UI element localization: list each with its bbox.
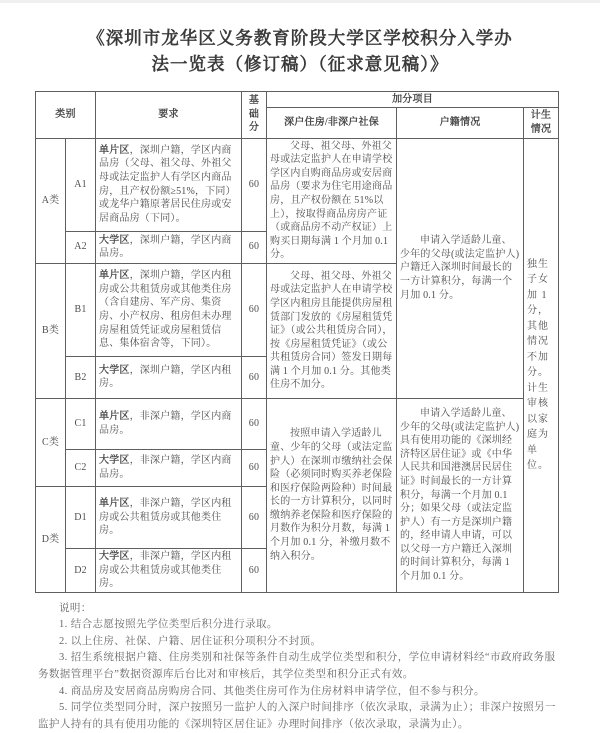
hukou-note-ab: 申请入学适龄儿童、少年的父母(或法定监护人)户籍迁入深圳时间最长的一方计算积分，每满一个月加 0.1 分。 [397,138,524,398]
note-item-1: 1. 结合志愿按照先学位类型后积分进行录取。 [59,619,278,631]
note-item-3: 3. 招生系统根据户籍、住房类别和社保等条件自动生成学位类型和积分，学位申请材料经“市政府政务服务数据管理平台”数据资源库后台比对和审核后，其学位类型和积分正式有效。 [38,652,556,680]
requirement-d2-rest: ，非深户籍，学区内租房或公共租赁房或其他类住房。 [99,550,232,590]
family-planning-note: 独生子女加 1 分，其他情况不加分。计生审核以家庭为单位。 [524,138,559,592]
header-base-score-text: 基础分 [248,95,260,134]
note-item-4: 4. 商品房及安居商品房购房合同、其他类住房可作为住房材料申请学位，但不参与积分。 [59,685,485,697]
requirement-c1-lead: 单片区 [99,411,130,423]
base-score-c1: 60 [242,398,267,449]
requirement-b1 [96,263,242,356]
requirement-b2-lead: 大学区 [99,364,130,376]
base-score-a2: 60 [242,231,267,263]
requirement-b1-rest: ，深圳户籍，学区内租房或公共租赁房或其他类住房（含自建房、军产房、集资房、小产权房、租房但未办理房屋租赁凭证或房屋租赁信息、集体宿舍等，下同）。 [99,270,232,350]
housing-note-b: 父母、祖父母、外祖父母或法定监护人在申请学校学区内租房且能提供房屋租赁部门发放的《房屋租赁凭证》（或公共租赁房合同），按《房屋租赁凭证》（或公共租赁房合同）签发日期每满 1 个月加 0.1 分。其他类住房不加分。 [267,263,397,398]
page-title-line-1: 《深圳市龙华区义务教育阶段大学区学校积分入学办 [87,28,513,48]
table-row-c1 [36,398,559,449]
group-label-d: D类 [36,486,66,592]
base-score-a1: 60 [242,138,267,231]
requirement-a2-lead: 大学区 [99,234,130,246]
header-category: 类别 [36,91,96,138]
requirement-d1-rest: ，非深户籍，学区内租房或公共租赁房或其他类住房。 [99,498,232,537]
requirement-d1-lead: 单片区 [99,498,130,510]
base-score-b2: 60 [242,356,267,398]
note-item-5: 5. 同学位类型同分时，深户按照另一监护人的入深户时间排序（依次录取，录满为止）；非深户按照另一监护人持有的具有使用功能的《深圳特区居住证》办理时间排序（依次录取，录满为止）。 [38,702,556,730]
requirement-c2-lead: 大学区 [99,455,130,467]
group-label-a: A类 [36,138,66,263]
page-title-line-2: 法一览表（修订稿）（征求意见稿）》 [151,53,449,74]
housing-note-a: 父母、祖父母、外祖父母或法定监护人在申请学校学区内自购商品房或安居商品房（要求为住宅用途商品房，且产权份额在 51%以上），按取得商品房房产证（或商品房不动产权证）上购买日期每满 1 个月加 0.1 分。 [267,138,397,263]
requirement-b1-lead: 单片区 [99,270,130,282]
row-code-a1: A1 [66,138,96,231]
housing-note-cd: 按照申请入学适龄儿童、少年的父母（或法定监护人）在深圳市缴纳社会保险（必须同时购买养老保险和医疗保险两险种）时间最长的一方计算积分，以同时缴纳养老保险和医疗保险的月数作为积分月数，每满 1 个月加 0.1 分，补缴月数不纳入积分。 [267,398,397,592]
requirement-d2-lead: 大学区 [99,550,130,562]
requirement-b2 [96,356,242,398]
requirement-c1-rest: ，非深户籍，学区内商品房。 [99,411,232,436]
base-score-c2: 60 [242,449,267,486]
requirement-a1 [96,138,242,231]
header-base-score [242,91,267,138]
notes-label: 说明： [59,602,92,614]
row-code-d1: D1 [66,486,96,548]
requirement-d1 [96,486,242,548]
row-code-d2: D2 [66,548,96,592]
row-code-b1: B1 [66,263,96,356]
requirement-a2 [96,231,242,263]
hukou-note-cd: 申请入学适龄儿童、少年的父母(或法定监护人)具有使用功能的《深圳经济特区居住证》或《中华人民共和国港澳居民居住证》时间最长的一方计算积分，每满一个月加 0.1 分；如果父母（或法定监护人）有一方是深圳户籍的，经申请人申请，可以以父母一方户籍迁入深圳的时间计算积分，每满 1 个月加 0.1 分。 [397,398,524,592]
header-bonus-family-planning: 计生情况 [524,108,559,138]
base-score-b1: 60 [242,263,267,356]
requirement-c1 [96,398,242,449]
header-bonus-group: 加分项目 [267,91,559,108]
requirement-d2 [96,548,242,592]
row-code-c2: C2 [66,449,96,486]
group-label-b: B类 [36,263,66,398]
header-bonus-housing: 深户住房/非深户社保 [267,108,397,138]
requirement-b2-rest: ，深圳户籍，学区内租房。 [99,364,232,390]
requirement-c2-rest: ，非深户籍，学区内商品房。 [99,455,232,480]
points-table [35,91,559,593]
table-row-a1 [36,138,559,231]
row-code-c1: C1 [66,398,96,449]
header-bonus-hukou: 户籍情况 [397,108,524,138]
notes-section [38,601,562,733]
base-score-d1: 60 [242,486,267,548]
group-label-c: C类 [36,398,66,486]
document-page [0,3,600,733]
requirement-a1-lead: 单片区 [99,144,130,156]
base-score-d2: 60 [242,548,267,592]
row-code-a2: A2 [66,231,96,263]
requirement-c2 [96,449,242,486]
note-item-2: 2. 以上住房、社保、户籍、居住证积分项积分不封顶。 [59,635,322,647]
row-code-b2: B2 [66,356,96,398]
requirement-a1-rest: ，深圳户籍，学区内商品房（父母、祖父母、外祖父母或法定监护人有学区内商品房，且产权份额≥51%，下同）或龙华户籍原著居民住房或安居商品房（下同）。 [99,144,236,224]
requirement-a2-rest: ，深圳户籍，学区内商品房。 [99,234,232,260]
page-title [30,26,570,78]
header-requirement: 要求 [96,91,242,138]
